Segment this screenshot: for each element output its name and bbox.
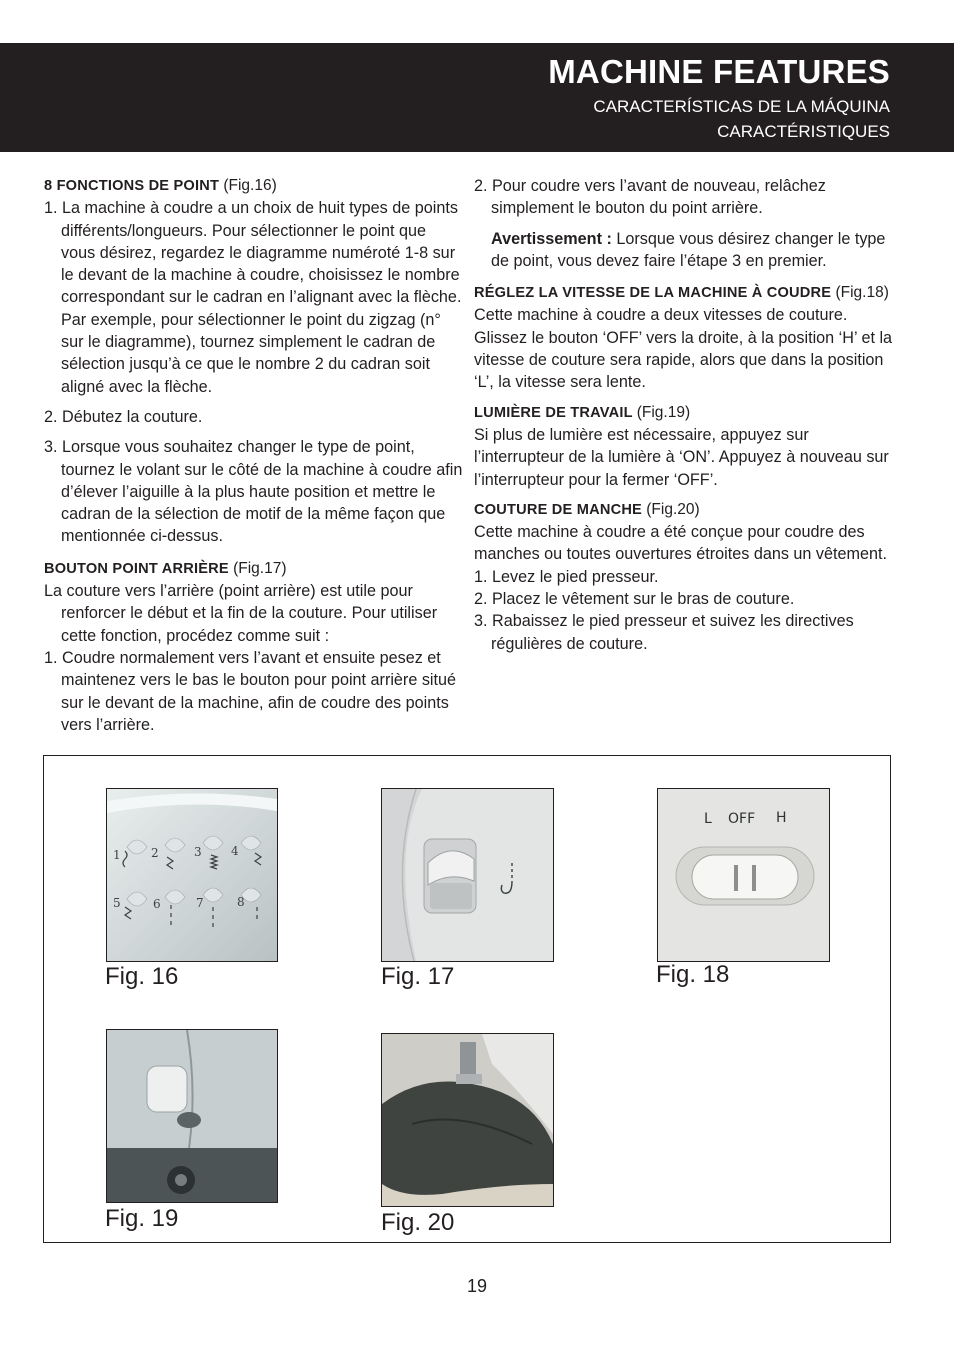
heading-text: COUTURE DE MANCHE [474, 501, 642, 518]
stitch-number: 2 [151, 846, 159, 860]
section-heading-stitch-functions [44, 175, 464, 197]
figure-reference: (Fig.19) [636, 403, 691, 421]
figures-panel [43, 755, 891, 1243]
stitch-diagram-image [107, 789, 277, 961]
stitch-number: 5 [113, 896, 121, 910]
list-item: 3. Lorsque vous souhaitez changer le type de point, tournez le volant sur le côté de la machine à coudre afin d’élever l’aiguille à la plus haute position et mettre le cadran de la sélection de motif de la même façon que mentionnée ci-dessus. [44, 438, 463, 546]
figure-reference: (Fig.16) [223, 177, 277, 194]
left-column [44, 175, 464, 736]
stitch-number: 3 [194, 845, 202, 859]
fig16-label: Fig. 16 [105, 963, 179, 990]
figure-reference: (Fig.17) [233, 559, 287, 577]
paragraph: Cette machine à coudre a deux vitesses de couture. Glissez le bouton ‘OFF’ vers la droite, à la position ‘H’ et la vitesse de couture sera rapide, alors que dans la position ‘L’, la vitesse sera lente. [474, 306, 893, 392]
figure-reference: (Fig.18) [835, 284, 889, 302]
switch-label-off: OFF [728, 811, 756, 827]
warning-label: Avertissement : [491, 229, 612, 248]
list-item: 2. Pour coudre vers l’avant de nouveau, relâchez simplement le bouton du point arrière. [474, 177, 826, 218]
fig19-label: Fig. 19 [105, 1205, 179, 1232]
section-heading-speed [474, 282, 894, 304]
warning-note [474, 228, 894, 273]
list-item: 3. Rabaissez le pied presseur et suivez les directives régulières de couture. [474, 612, 854, 653]
section-heading-sleeve-sewing [474, 499, 894, 521]
stitch-number: 6 [153, 897, 161, 911]
paragraph: Si plus de lumière est nécessaire, appuyez sur l’interrupteur de la lumière à ‘ON’. Appuyez à nouveau sur l’interrupteur pour la fermer ‘OFF’. [474, 425, 889, 489]
list-item: 1. Levez le pied presseur. [474, 567, 659, 586]
switch-label-h: H [776, 810, 787, 826]
heading-text: 8 FONCTIONS DE POINT [44, 178, 220, 194]
section-heading-work-light [474, 402, 894, 424]
fig17-photo [381, 788, 554, 962]
reverse-button-image [382, 789, 553, 961]
stitch-number: 1 [113, 848, 121, 862]
fig19-photo [106, 1029, 278, 1203]
fig18-photo [657, 788, 830, 962]
page-number: 19 [466, 1276, 488, 1296]
header-band [0, 43, 954, 152]
heading-text: RÉGLEZ LA VITESSE DE LA MACHINE À COUDRE [474, 285, 832, 302]
figure-reference: (Fig.20) [646, 500, 700, 518]
paragraph: La couture vers l’arrière (point arrière) est utile pour renforcer le début et la fin de la couture. Pour utiliser cette fonction, procédez comme suit : [44, 582, 438, 645]
paragraph: Cette machine à coudre a été conçue pour coudre des manches ou toutes ouvertures étroites dans un vêtement. [474, 523, 888, 564]
stitch-number: 7 [196, 896, 204, 910]
list-item: 2. Débutez la couture. [44, 407, 203, 426]
stitch-number: 8 [237, 895, 245, 909]
subtitle-french: CARACTÉRISTIQUES [717, 122, 890, 141]
stitch-number: 4 [231, 844, 239, 858]
section-heading-reverse-button [44, 558, 464, 580]
speed-switch-image [658, 789, 829, 961]
fig20-photo [381, 1033, 554, 1207]
right-column [474, 175, 894, 655]
heading-text: BOUTON POINT ARRIÈRE [44, 560, 229, 577]
fig18-label: Fig. 18 [656, 961, 730, 988]
list-item: 2. Placez le vêtement sur le bras de couture. [474, 590, 795, 609]
list-item: 1. Coudre normalement vers l’avant et ensuite pesez et maintenez vers le bas le bouton pour point arrière situé sur le devant de la machine, afin de coudre des points vers l’arrière. [44, 648, 457, 734]
fig20-label: Fig. 20 [381, 1209, 455, 1236]
heading-text: LUMIÈRE DE TRAVAIL [474, 404, 633, 421]
list-item: 1. La machine à coudre a un choix de huit types de points différents/longueurs. Pour sélectionner le point que vous désirez, regardez le diagramme numéroté 1-8 sur le devant de la machine à coudre, choisissez le nombre correspondant sur le cadran en l’alignant avec la flèche. Par exemple, pour sélectionner le point du zigzag (n° sur le diagramme), tournez simplement le cadran de sélection jusqu’à ce que le nombre 2 du cadran soit aligné avec la flèche. [44, 199, 462, 396]
sleeve-sewing-image [382, 1034, 553, 1206]
subtitle-spanish: CARACTERÍSTICAS DE LA MÁQUINA [593, 97, 890, 116]
page-title: MACHINE FEATURES [548, 53, 890, 90]
fig16-photo [106, 788, 278, 962]
light-switch-image [107, 1030, 277, 1202]
switch-label-l: L [704, 811, 712, 827]
fig17-label: Fig. 17 [381, 963, 455, 990]
warning-text: Lorsque vous désirez changer le type de point, vous devez faire l’étape 3 en premier. [491, 229, 886, 270]
